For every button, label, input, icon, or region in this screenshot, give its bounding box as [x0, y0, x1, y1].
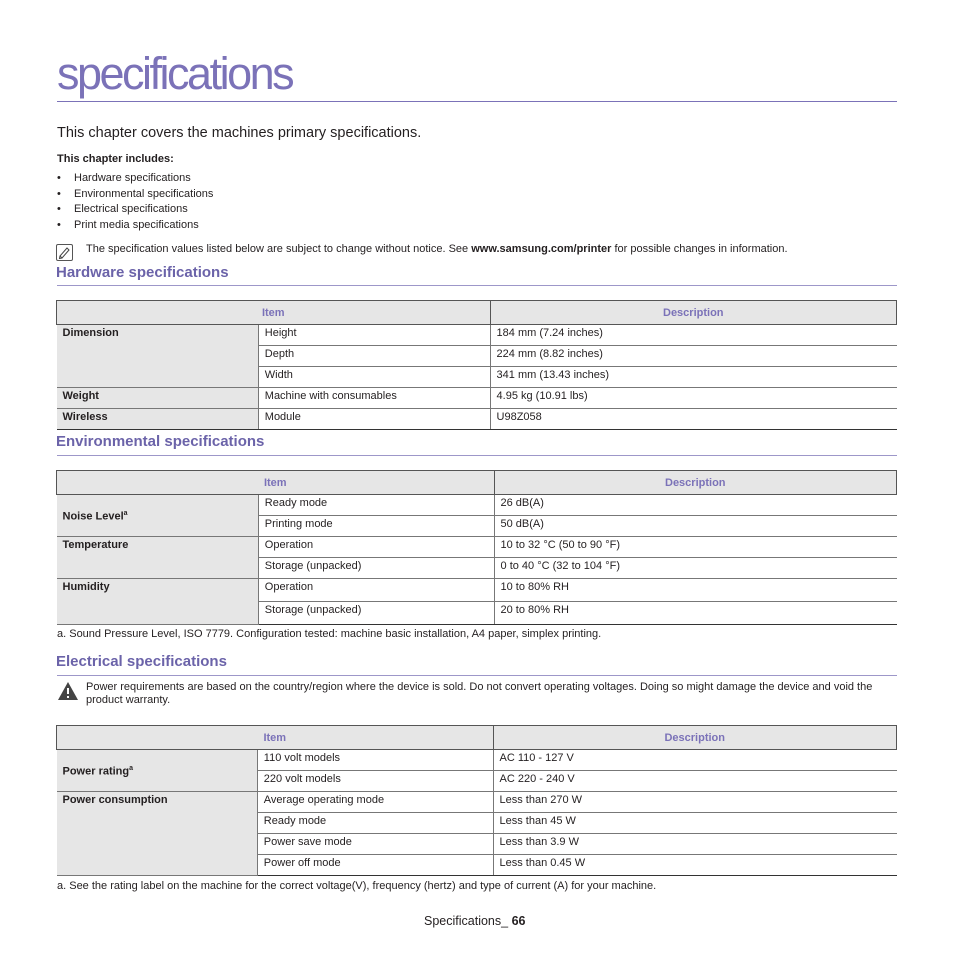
item-label: Power rating [62, 765, 130, 778]
header-description: Description [493, 726, 897, 750]
samsung-link[interactable]: www.samsung.com/printer [471, 243, 612, 255]
description-cell: Less than 45 W [493, 813, 897, 834]
hardware-table [56, 300, 897, 430]
page-number: 66 [511, 914, 526, 928]
description-cell: U98Z058 [490, 409, 896, 430]
toc-item[interactable]: • Environmental specifications [57, 187, 214, 200]
table-row [57, 495, 897, 516]
sub-item-cell: Operation [258, 537, 494, 558]
sub-item-cell: Average operating mode [257, 792, 493, 813]
item-cell: Temperature [57, 537, 259, 579]
item-label: Noise Level [62, 510, 124, 523]
sub-item-cell: Power save mode [257, 834, 493, 855]
page-title: specifications [57, 48, 293, 99]
sub-item-cell: 110 volt models [257, 750, 493, 771]
hardware-section-title: Hardware specifications [56, 264, 229, 281]
toc-item-label: Hardware specifications [74, 172, 191, 184]
description-cell: 0 to 40 °C (32 to 104 °F) [494, 558, 896, 579]
table-header-row [57, 726, 897, 750]
table-row [57, 750, 897, 771]
table-row [57, 792, 897, 813]
item-cell: Wireless [57, 409, 259, 430]
description-cell: Less than 270 W [493, 792, 897, 813]
note-text-end: for possible changes in information. [611, 243, 788, 255]
sub-item-cell: Depth [258, 346, 490, 367]
header-item: Item [57, 726, 494, 750]
sub-item-cell: Machine with consumables [258, 388, 490, 409]
footer-label: Specifications_ [424, 914, 509, 928]
description-cell: 184 mm (7.24 inches) [490, 325, 896, 346]
includes-label: This chapter includes: [57, 153, 174, 165]
warning-triangle-icon [57, 681, 79, 706]
sub-item-cell: Width [258, 367, 490, 388]
table-row [57, 409, 897, 430]
item-cell [57, 495, 259, 537]
environmental-section-title: Environmental specifications [56, 433, 265, 450]
header-description: Description [494, 471, 896, 495]
environmental-section-divider [57, 455, 897, 456]
title-divider [57, 101, 897, 102]
table-header-row [57, 301, 897, 325]
toc-item[interactable]: • Print media specifications [57, 219, 199, 232]
item-cell: Weight [57, 388, 259, 409]
electrical-table [56, 725, 897, 876]
item-cell [57, 750, 258, 792]
description-cell: Less than 0.45 W [493, 855, 897, 876]
description-cell: 50 dB(A) [494, 516, 896, 537]
item-cell: Power consumption [57, 792, 258, 876]
footnote-marker: a [123, 510, 128, 518]
note-text-start: The specification values listed below are subject to change without notice. See [86, 243, 472, 255]
header-item: Item [57, 301, 491, 325]
environmental-footnote: a. Sound Pressure Level, ISO 7779. Configuration tested: machine basic installation, A4 paper, simplex printing. [57, 628, 602, 640]
chapter-intro: This chapter covers the machines primary specifications. [57, 125, 422, 141]
sub-item-cell: 220 volt models [257, 771, 493, 792]
note-text [86, 243, 896, 255]
sub-item-cell: Power off mode [257, 855, 493, 876]
description-cell: 10 to 80% RH [494, 579, 896, 602]
description-cell: 4.95 kg (10.91 lbs) [490, 388, 896, 409]
sub-item-cell: Printing mode [258, 516, 494, 537]
description-cell: 341 mm (13.43 inches) [490, 367, 896, 388]
electrical-section-divider [57, 675, 897, 676]
toc-item-label: Environmental specifications [74, 187, 214, 200]
hardware-section-divider [57, 285, 897, 286]
footnote-marker: a [129, 765, 134, 773]
table-row [57, 579, 897, 602]
electrical-section-title: Electrical specifications [56, 653, 227, 670]
description-cell: 20 to 80% RH [494, 602, 896, 625]
item-cell: Humidity [57, 579, 259, 625]
description-cell: 26 dB(A) [494, 495, 896, 516]
toc-item-label: Electrical specifications [74, 203, 188, 216]
note-pencil-icon [56, 244, 73, 261]
sub-item-cell: Storage (unpacked) [258, 558, 494, 579]
description-cell: 224 mm (8.82 inches) [490, 346, 896, 367]
description-cell: AC 220 - 240 V [493, 771, 897, 792]
sub-item-cell: Ready mode [257, 813, 493, 834]
description-cell: Less than 3.9 W [493, 834, 897, 855]
description-cell: AC 110 - 127 V [493, 750, 897, 771]
sub-item-cell: Operation [258, 579, 494, 602]
page-footer [424, 914, 525, 928]
table-header-row [57, 471, 897, 495]
toc-item[interactable]: • Hardware specifications [57, 172, 191, 184]
table-row [57, 537, 897, 558]
sub-item-cell: Ready mode [258, 495, 494, 516]
chapter-toc [57, 171, 213, 234]
header-description: Description [490, 301, 896, 325]
sub-item-cell: Storage (unpacked) [258, 602, 494, 625]
sub-item-cell: Height [258, 325, 490, 346]
toc-item-label: Print media specifications [74, 219, 199, 232]
environmental-table [56, 470, 897, 625]
electrical-footnote: a. See the rating label on the machine for the correct voltage(V), frequency (hertz) and type of current (A) for your machine. [57, 880, 657, 892]
item-cell: Dimension [57, 325, 259, 388]
table-row [57, 388, 897, 409]
warning-text: Power requirements are based on the country/region where the device is sold. Do not convert operating voltages. Doing so might damage the device and void the product warranty. [86, 681, 873, 706]
header-item: Item [57, 471, 495, 495]
description-cell: 10 to 32 °C (50 to 90 °F) [494, 537, 896, 558]
sub-item-cell: Module [258, 409, 490, 430]
table-row [57, 325, 897, 346]
toc-item[interactable]: • Electrical specifications [57, 203, 188, 216]
